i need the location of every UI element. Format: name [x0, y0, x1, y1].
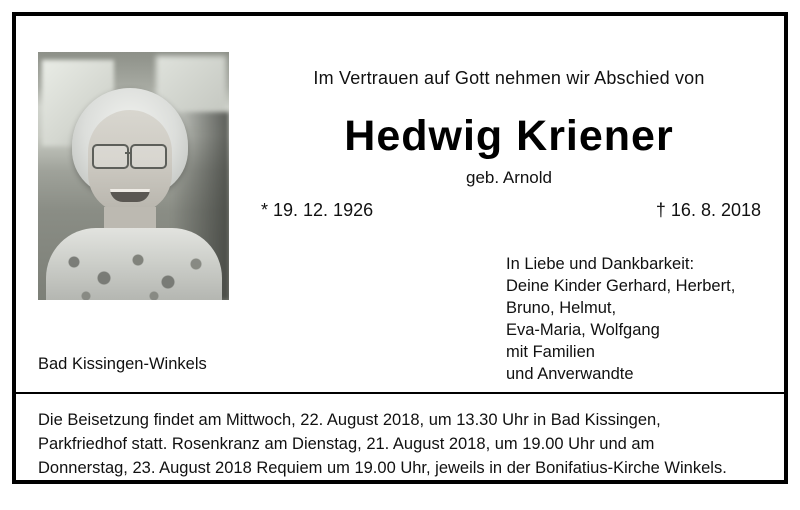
lead-text: Im Vertrauen auf Gott nehmen wir Abschied von — [313, 68, 705, 88]
birth-date: * 19. 12. 1926 — [261, 200, 374, 220]
section-divider — [16, 392, 784, 394]
portrait-photo-image — [38, 52, 229, 300]
life-dates — [261, 200, 761, 221]
funeral-details-line: Donnerstag, 23. August 2018 Requiem um 19.00 Uhr, jeweils in der Bonifatius-Kirche Winkels. — [38, 459, 727, 477]
notice-frame — [12, 12, 788, 484]
photo-clothing-pattern — [56, 248, 216, 300]
dedication-block — [506, 253, 791, 385]
funeral-details-line: Die Beisetzung findet am Mittwoch, 22. August 2018, um 13.30 Uhr in Bad Kissingen, — [38, 411, 661, 429]
funeral-details-line: Parkfriedhof statt. Rosenkranz am Dienstag, 21. August 2018, um 19.00 Uhr und am — [38, 435, 655, 453]
dedication-line: mit Familien — [506, 343, 595, 361]
place-of-residence: Bad Kissingen-Winkels — [38, 355, 207, 373]
photo-glasses-right-lens — [130, 144, 167, 169]
death-date: † 16. 8. 2018 — [655, 200, 761, 220]
notice-top-section — [16, 16, 784, 383]
photo-glasses-left-lens — [92, 144, 129, 169]
dedication-line: In Liebe und Dankbarkeit: — [506, 255, 695, 273]
dedication-line: Bruno, Helmut, — [506, 299, 617, 317]
dedication-line: und Anverwandte — [506, 365, 634, 383]
dedication-line: Eva-Maria, Wolfgang — [506, 321, 660, 339]
deceased-name: Hedwig Kriener — [344, 112, 674, 160]
maiden-name: geb. Arnold — [465, 168, 552, 187]
funeral-details — [38, 408, 768, 480]
portrait-photo — [38, 52, 229, 300]
dedication-line: Deine Kinder Gerhard, Herbert, — [506, 277, 736, 295]
photo-glasses-bridge — [125, 152, 130, 154]
notice-inner — [16, 16, 784, 480]
